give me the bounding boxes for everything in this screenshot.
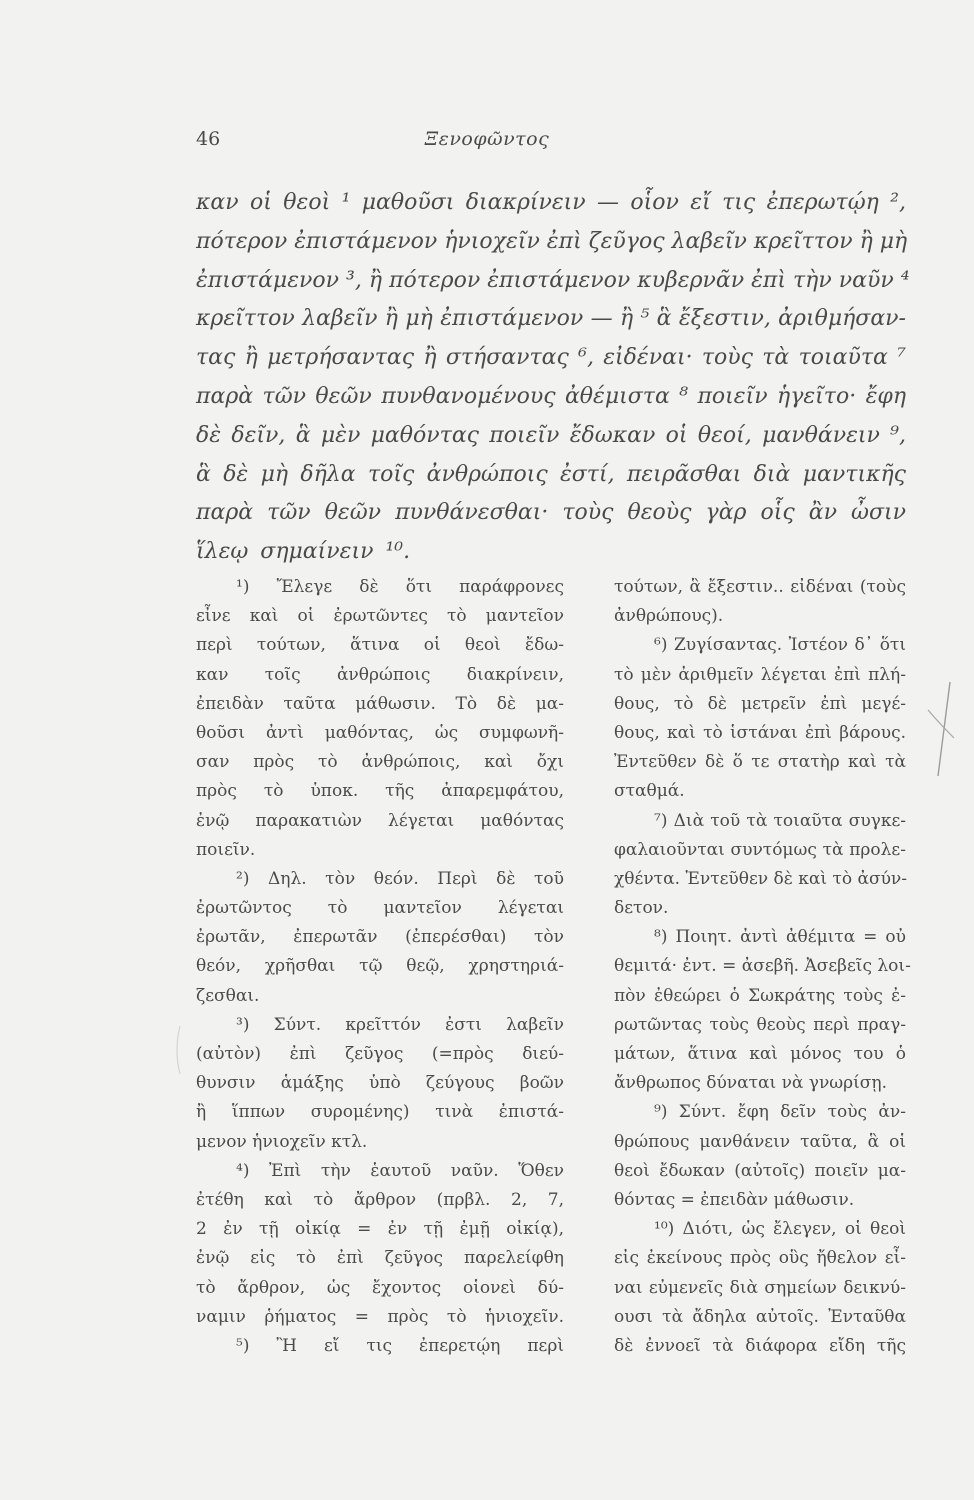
text-line: ἃ δὲ μὴ δῆλα τοῖς ἀνθρώποις ἐστί, πειρᾶσθαι διὰ μαντικῆς	[196, 461, 906, 487]
footnote-line: ⁷) Διὰ τοῦ τὰ τοιαῦτα συγκε-	[654, 810, 906, 831]
text-line: παρὰ τῶν θεῶν πυνθάνεσθαι· τοὺς θεοὺς γὰρ οἷς ἂν ὦσιν	[196, 500, 906, 526]
page-number: 46	[196, 128, 221, 150]
footnote-line: ⁴) Ἐπὶ τὴν ἑαυτοῦ ναῦν. Ὅθεν	[236, 1160, 564, 1181]
footnote-line: εἶνε καὶ οἱ ἐρωτῶντες τὸ μαντεῖον	[196, 606, 564, 627]
footnote-line: ⁸) Ποιητ. ἀντὶ ἀθέμιτα = οὐ	[654, 927, 906, 948]
footnote-line: ρωτῶντας τοὺς θεοὺς περὶ πραγ-	[614, 1014, 906, 1035]
footnote-line: Ἐντεῦθεν δὲ ὅ τε στατὴρ καὶ τὰ	[614, 752, 906, 773]
footnote-line: εἰς ἐκείνους πρὸς οὓς ἤθελον εἶ-	[614, 1248, 906, 1269]
footnote-line: μενον ἡνιοχεῖν κτλ.	[196, 1131, 368, 1152]
text-line: ἐπιστάμενον ³, ἢ πότερον ἐπιστάμενον κυβερνᾶν ἐπὶ τὴν ναῦν ⁴	[196, 267, 910, 293]
text-line: τας ἢ μετρήσαντας ἢ στήσαντας ⁶, εἰδέναι· τοὺς τὰ τοιαῦτα ⁷	[196, 345, 906, 371]
footnote-line: ἄνθρωπος δύναται νὰ γνωρίσῃ.	[614, 1073, 888, 1094]
footnotes-left-column	[196, 573, 564, 1361]
footnote-line: θεοὶ ἔδωκαν (αὐτοῖς) ποιεῖν μα-	[614, 1160, 906, 1181]
footnote-line: ἐρωτᾶν, ἐπερωτᾶν (ἐπερέσθαι) τὸν	[196, 927, 564, 948]
footnote-line: ³) Σύντ. κρεῖττόν ἐστι λαβεῖν	[236, 1014, 564, 1035]
footnote-line: θεόν, χρῆσθαι τῷ θεῷ, χρηστηριά-	[196, 956, 564, 977]
pencil-mark-left	[150, 1020, 210, 1080]
footnote-line: σαν πρὸς τὸ ἀνθρώποις, καὶ ὄχι	[196, 752, 564, 773]
footnote-line: ἐτέθη καὶ τὸ ἄρθρον (πρβλ. 2, 7,	[196, 1189, 564, 1210]
footnote-line: χθέντα. Ἐντεῦθεν δὲ καὶ τὸ ἀσύν-	[614, 868, 908, 889]
footnote-line: πὸν ἐθεώρει ὁ Σωκράτης τοὺς ἐ-	[614, 985, 906, 1006]
main-text	[196, 184, 910, 572]
footnote-line: θρώπους μανθάνειν ταῦτα, ἃ οἱ	[614, 1131, 906, 1152]
text-line: ἵλεῳ σημαίνειν ¹⁰.	[196, 539, 411, 565]
footnotes-right-column	[614, 573, 911, 1361]
footnote-line: θεμιτά· ἐντ. = ἀσεβῆ. Ἀσεβεῖς λοι-	[614, 956, 911, 977]
text-line: παρὰ τῶν θεῶν πυνθανομένους ἀθέμιστα ⁸ ποιεῖν ἡγεῖτο· ἔφη	[196, 383, 906, 409]
footnote-line: τούτων, ἃ ἔξεστιν.. εἰδέναι (τοὺς	[614, 577, 906, 597]
text-line: καν οἱ θεοὶ ¹ μαθοῦσι διακρίνειν — οἷον εἴ τις ἐπερωτῴη ²,	[196, 190, 906, 215]
footnote-line: ἐπειδὰν ταῦτα μάθωσιν. Τὸ δὲ μα-	[196, 693, 564, 714]
footnote-line: καν τοῖς ἀνθρώποις διακρίνειν,	[196, 664, 564, 685]
text-line: πότερον ἐπιστάμενον ἡνιοχεῖν ἐπὶ ζεῦγος λαβεῖν κρεῖττον ἢ μὴ	[196, 228, 908, 254]
footnote-line: θοῦσι ἀντὶ μαθόντας, ὡς συμφωνῆ-	[196, 722, 564, 743]
footnote-line: σταθμά.	[614, 781, 685, 802]
footnote-line: τὸ ἄρθρον, ὡς ἔχοντος οἱονεὶ δύ-	[196, 1277, 564, 1298]
footnote-line: θόντας = ἐπειδὰν μάθωσιν.	[614, 1189, 855, 1210]
footnote-line: τὸ μὲν ἀριθμεῖν λέγεται ἐπὶ πλή-	[614, 664, 906, 685]
footnote-line: θυνσιν ἁμάξης ὑπὸ ζεύγους βοῶν	[196, 1073, 564, 1094]
footnote-line: ¹) Ἔλεγε δὲ ὅτι παράφρονες	[236, 577, 564, 597]
footnote-line: δετον.	[614, 898, 669, 919]
running-title: Ξενοφῶντος	[424, 128, 550, 150]
footnote-line: ἢ ἵππων συρομένης) τινὰ ἐπιστά-	[196, 1102, 564, 1123]
text-line: κρεῖττον λαβεῖν ἢ μὴ ἐπιστάμενον — ἢ ⁵ ἃ ἔξεστιν, ἀριθμήσαν-	[196, 306, 906, 332]
footnote-line: ουσι τὰ ἄδηλα αὐτοῖς. Ἐνταῦθα	[614, 1306, 906, 1327]
footnote-line: ποιεῖν.	[196, 839, 256, 860]
footnote-line: ⁵) Ἢ εἴ τις ἐπερετῴη περὶ	[236, 1335, 564, 1356]
footnote-line: πρὸς τὸ ὑποκ. τῆς ἀπαρεμφάτου,	[196, 781, 564, 802]
footnote-line: θους, τὸ δὲ μετρεῖν ἐπὶ μεγέ-	[614, 693, 906, 714]
footnote-line: ἀνθρώπους).	[614, 606, 724, 627]
footnote-line: μάτων, ἅτινα καὶ μόνος του ὁ	[614, 1044, 906, 1064]
footnote-line: ἐνῷ εἰς τὸ ἐπὶ ζεῦγος παρελείφθη	[196, 1248, 564, 1269]
footnote-line: ἐρωτῶντος τὸ μαντεῖον λέγεται	[196, 898, 564, 919]
footnote-line: θους, καὶ τὸ ἱστάναι ἐπὶ βάρους.	[614, 722, 906, 743]
footnote-line: ναμιν ῥήματος = πρὸς τὸ ἡνιοχεῖν.	[196, 1306, 564, 1327]
text-line: δὲ δεῖν, ἃ μὲν μαθόντας ποιεῖν ἔδωκαν οἱ θεοί, μανθάνειν ⁹,	[196, 422, 906, 448]
footnote-line: ⁶) Ζυγίσαντας. Ἰστέον δ᾿ ὅτι	[654, 635, 906, 656]
footnote-line: ναι εὐμενεῖς διὰ σημείων δεικνύ-	[614, 1277, 906, 1298]
footnote-line: (αὐτὸν) ἐπὶ ζεῦγος (=πρὸς διεύ-	[196, 1044, 564, 1064]
footnote-line: ¹⁰) Διότι, ὡς ἔλεγεν, οἱ θεοὶ	[654, 1219, 906, 1240]
pencil-mark-right	[922, 680, 958, 780]
footnote-line: ²) Δηλ. τὸν θεόν. Περὶ δὲ τοῦ	[236, 868, 564, 889]
footnote-line: δὲ ἐννοεῖ τὰ διάφορα εἴδη τῆς	[614, 1335, 906, 1356]
footnote-line: ζεσθαι.	[196, 985, 260, 1006]
footnote-line: ⁹) Σύντ. ἔφη δεῖν τοὺς ἀν-	[654, 1102, 906, 1123]
footnote-line: 2 ἐν τῇ οἰκίᾳ = ἐν τῇ ἐμῇ οἰκίᾳ),	[196, 1219, 564, 1240]
footnote-line: περὶ τούτων, ἅτινα οἱ θεοὶ ἔδω-	[196, 635, 564, 656]
footnote-line: φαλαιοῦνται συντόμως τὰ προλε-	[614, 839, 906, 860]
footnote-line: ἐνῷ παρακατιὼν λέγεται μαθόντας	[196, 810, 564, 831]
